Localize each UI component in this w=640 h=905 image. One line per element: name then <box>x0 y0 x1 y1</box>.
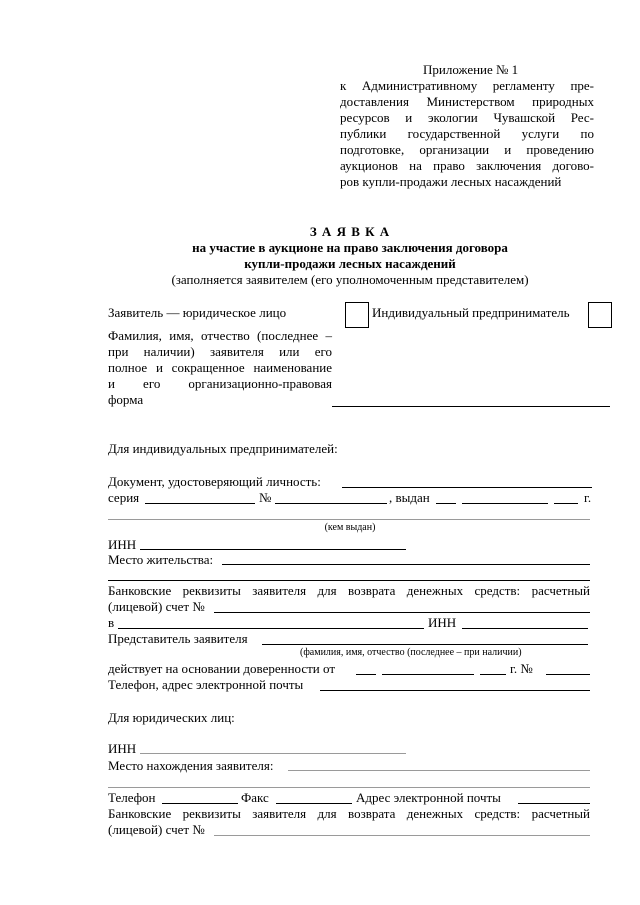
representative-hint: (фамилия, имя, отчество (последнее – при наличии) <box>300 647 522 658</box>
applicant-name-line: при наличии) заявителя или его <box>108 344 332 359</box>
residence-field-2[interactable] <box>108 580 590 581</box>
phone-field[interactable] <box>162 803 238 804</box>
account-label: (лицевой) счет № <box>108 599 205 614</box>
legal-entity-label: Заявитель — юридическое лицо <box>108 305 287 320</box>
inn-label: ИНН <box>108 537 137 552</box>
legal-account-label: (лицевой) счет № <box>108 822 205 837</box>
representative-label: Представитель заявителя <box>108 631 248 646</box>
form-subtitle-3: (заполняется заявителем (его уполномоченным представителем) <box>171 272 529 287</box>
proxy-month-field[interactable] <box>382 674 474 675</box>
series-label: серия <box>108 490 140 505</box>
fax-label: Факс <box>241 790 269 805</box>
applicant-name-line: и его организационно-правовая <box>108 376 332 391</box>
issued-by-field[interactable] <box>108 519 590 520</box>
location-field[interactable] <box>288 770 590 771</box>
proxy-number-field[interactable] <box>546 674 590 675</box>
bank-details-label: Банковские реквизиты заявителя для возврата денежных средств: расчетный <box>108 583 590 598</box>
issued-by-hint: (кем выдан) <box>324 522 376 533</box>
series-field[interactable] <box>145 503 255 504</box>
inn-field[interactable] <box>140 549 406 550</box>
appendix-line: подготовке, организации и проведению <box>340 142 594 157</box>
issued-month-field[interactable] <box>462 503 548 504</box>
contacts-label: Телефон, адрес электронной почты <box>108 677 304 692</box>
email-label: Адрес электронной почты <box>356 790 501 805</box>
entrepreneur-label: Индивидуальный предприниматель <box>372 305 570 320</box>
contacts-field[interactable] <box>320 690 590 691</box>
legal-inn-field[interactable] <box>140 753 406 754</box>
residence-field[interactable] <box>222 564 590 565</box>
identity-doc-field[interactable] <box>342 487 592 488</box>
number-field[interactable] <box>275 503 387 504</box>
account-field[interactable] <box>214 612 590 613</box>
applicant-name-line: форма <box>108 392 144 407</box>
legal-entity-checkbox[interactable] <box>345 302 369 328</box>
issued-year-field[interactable] <box>554 503 578 504</box>
representative-field[interactable] <box>262 644 588 645</box>
individual-heading: Для индивидуальных предпринимателей: <box>108 441 338 456</box>
bank-inn-field[interactable] <box>462 628 588 629</box>
form-subtitle-2: купли-продажи лесных насаждений <box>244 256 456 271</box>
legal-account-field[interactable] <box>214 835 590 836</box>
proxy-number-label: г. № <box>510 661 533 676</box>
appendix-line: публики государственной услуги по <box>340 126 594 141</box>
appendix-line: ресурсов и экологии Чувашской Рес- <box>340 110 594 125</box>
form-subtitle-1: на участие в аукционе на право заключения договора <box>192 240 508 255</box>
email-field[interactable] <box>518 803 590 804</box>
issued-day-field[interactable] <box>436 503 456 504</box>
bank-inn-label: ИНН <box>428 615 457 630</box>
location-field-2[interactable] <box>108 787 590 788</box>
fax-field[interactable] <box>276 803 352 804</box>
applicant-name-field[interactable] <box>332 406 610 407</box>
appendix-line: аукционов на право заключения догово- <box>340 158 594 173</box>
bank-in-label: в <box>108 615 115 630</box>
location-label: Место нахождения заявителя: <box>108 758 274 773</box>
identity-doc-label: Документ, удостоверяющий личность: <box>108 474 321 489</box>
issued-label: , выдан <box>389 490 430 505</box>
proxy-year-field[interactable] <box>480 674 506 675</box>
appendix-line: ров купли-продажи лесных насаждений <box>340 174 562 189</box>
applicant-name-line: полное и сокращенное наименование <box>108 360 332 375</box>
year-suffix: г. <box>584 490 592 505</box>
legal-bank-details-label: Банковские реквизиты заявителя для возврата денежных средств: расчетный <box>108 806 590 821</box>
proxy-label: действует на основании доверенности от <box>108 661 336 676</box>
appendix-line: к Административному регламенту пре- <box>340 78 594 93</box>
legal-inn-label: ИНН <box>108 741 137 756</box>
appendix-title: Приложение № 1 <box>423 62 519 77</box>
form-title: З А Я В К А <box>309 224 391 239</box>
entrepreneur-checkbox[interactable] <box>588 302 612 328</box>
bank-name-field[interactable] <box>118 628 424 629</box>
residence-label: Место жительства: <box>108 552 214 567</box>
phone-label: Телефон <box>108 790 156 805</box>
applicant-name-line: Фамилия, имя, отчество (последнее – <box>108 328 332 343</box>
appendix-line: доставления Министерством природных <box>340 94 594 109</box>
number-label: № <box>259 490 272 505</box>
legal-heading: Для юридических лиц: <box>108 710 235 725</box>
proxy-day-field[interactable] <box>356 674 376 675</box>
